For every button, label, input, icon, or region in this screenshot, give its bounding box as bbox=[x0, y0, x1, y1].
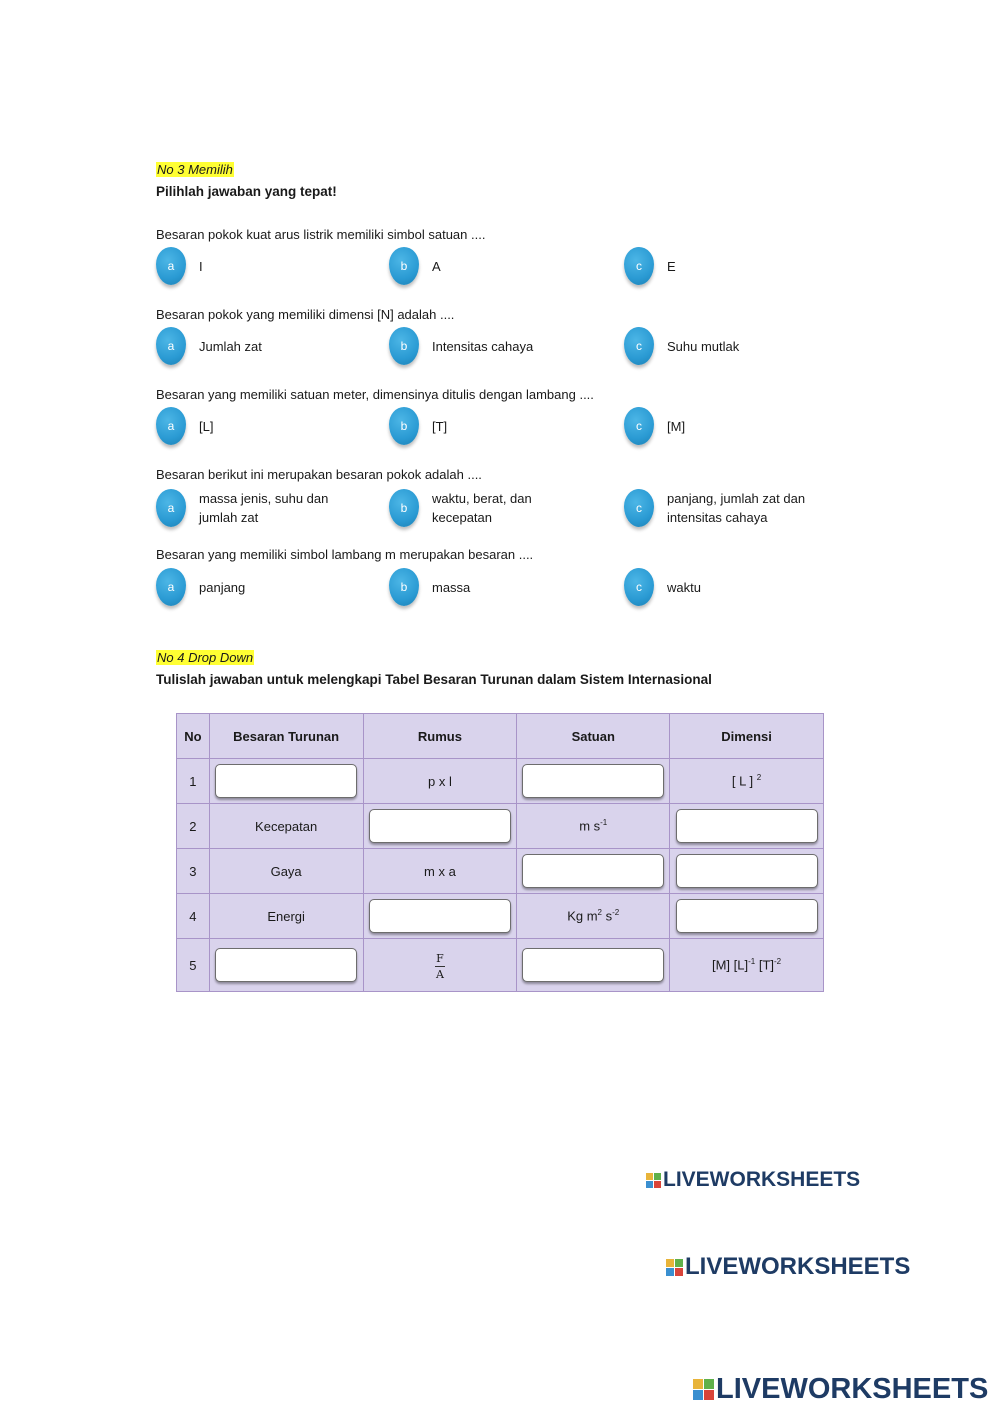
satuan-cell bbox=[517, 804, 670, 849]
option-b[interactable] bbox=[389, 407, 447, 445]
option-c[interactable] bbox=[624, 489, 805, 527]
question-text: Besaran berikut ini merupakan besaran pokok adalah .... bbox=[156, 467, 482, 482]
logo-text: LIVEWORKSHEETS bbox=[663, 1168, 861, 1191]
option-badge-icon[interactable]: b bbox=[389, 407, 419, 445]
option-b[interactable] bbox=[389, 247, 441, 285]
row-no: 5 bbox=[177, 939, 210, 992]
option-badge-icon[interactable]: c bbox=[624, 407, 654, 445]
option-label bbox=[432, 257, 441, 276]
logo-blocks-icon bbox=[646, 1173, 661, 1188]
question-text: Besaran yang memiliki simbol lambang m merupakan besaran .... bbox=[156, 547, 534, 562]
logo-blocks-icon bbox=[666, 1259, 683, 1276]
rumus-dropdown-4[interactable] bbox=[369, 899, 511, 933]
liveworksheets-logo bbox=[666, 1253, 910, 1281]
option-label-line: intensitas cahaya bbox=[667, 510, 768, 525]
header-satuan: Satuan bbox=[517, 714, 670, 759]
option-label bbox=[667, 578, 701, 597]
option-label-line: [T] bbox=[432, 418, 448, 434]
option-a[interactable] bbox=[156, 247, 203, 285]
table-row bbox=[177, 894, 824, 939]
option-label bbox=[199, 578, 245, 597]
rumus-cell: p x l bbox=[363, 759, 517, 804]
option-badge-icon[interactable]: a bbox=[156, 327, 186, 365]
option-label bbox=[667, 489, 805, 527]
option-badge-icon[interactable]: b bbox=[389, 568, 419, 606]
header-rumus: Rumus bbox=[363, 714, 517, 759]
satuan-text: Kg m bbox=[567, 908, 598, 924]
row-no: 3 bbox=[177, 849, 210, 894]
dimensi-text: [ L ] bbox=[731, 773, 754, 789]
row-no: 1 bbox=[177, 759, 210, 804]
dimensi-dropdown-4[interactable] bbox=[676, 899, 818, 933]
satuan-dropdown-5[interactable] bbox=[522, 948, 664, 982]
besaran-cell: Energi bbox=[209, 894, 363, 939]
besaran-cell: Gaya bbox=[209, 849, 363, 894]
option-badge-icon[interactable]: c bbox=[624, 489, 654, 527]
option-badge-icon[interactable]: a bbox=[156, 407, 186, 445]
table-row bbox=[177, 939, 824, 992]
table-header-row bbox=[177, 714, 824, 759]
satuan-dropdown-3[interactable] bbox=[522, 854, 664, 888]
row-no: 4 bbox=[177, 894, 210, 939]
dimensi-sup-b: -2 bbox=[774, 957, 782, 967]
row-no: 2 bbox=[177, 804, 210, 849]
option-label bbox=[667, 257, 676, 276]
section4-instruction: Tulislah jawaban untuk melengkapi Tabel Besaran Turunan dalam Sistem Internasional bbox=[156, 672, 712, 687]
option-label-line: E bbox=[667, 258, 676, 274]
option-badge-icon[interactable]: b bbox=[389, 489, 419, 527]
logo-text: LIVEWORKSHEETS bbox=[685, 1253, 911, 1280]
option-c[interactable] bbox=[624, 568, 701, 606]
header-besaran: Besaran Turunan bbox=[209, 714, 363, 759]
satuan-sup: 2 bbox=[597, 908, 602, 918]
logo-text: LIVEWORKSHEETS bbox=[716, 1373, 989, 1405]
dimensi-dropdown-3[interactable] bbox=[676, 854, 818, 888]
question-text: Besaran yang memiliki satuan meter, dimensinya ditulis dengan lambang .... bbox=[156, 387, 594, 402]
dimensi-cell bbox=[670, 939, 824, 992]
option-label bbox=[432, 417, 447, 436]
option-a[interactable] bbox=[156, 568, 245, 606]
option-label-line: I bbox=[199, 258, 203, 274]
dimensi-sup: 2 bbox=[756, 773, 762, 783]
rumus-cell: m x a bbox=[363, 849, 517, 894]
option-badge-icon[interactable]: c bbox=[624, 568, 654, 606]
besaran-turunan-table bbox=[176, 713, 824, 992]
option-badge-icon[interactable]: b bbox=[389, 327, 419, 365]
option-c[interactable] bbox=[624, 327, 739, 365]
dimensi-sup: -1 bbox=[748, 957, 756, 967]
option-label bbox=[199, 489, 328, 527]
satuan-cell bbox=[517, 894, 670, 939]
question-text: Besaran pokok yang memiliki dimensi [N] adalah .... bbox=[156, 307, 455, 322]
option-label bbox=[667, 417, 685, 436]
option-label-line: waktu bbox=[667, 579, 701, 595]
option-badge-icon[interactable]: c bbox=[624, 247, 654, 285]
table-row bbox=[177, 759, 824, 804]
rumus-cell bbox=[363, 939, 517, 992]
header-no: No bbox=[177, 714, 210, 759]
option-c[interactable] bbox=[624, 247, 676, 285]
option-a[interactable] bbox=[156, 407, 213, 445]
option-label-line: massa jenis, suhu dan bbox=[199, 491, 329, 506]
option-label-line: waktu, berat, dan bbox=[432, 491, 532, 506]
option-a[interactable] bbox=[156, 327, 262, 365]
question-text: Besaran pokok kuat arus listrik memiliki simbol satuan .... bbox=[156, 227, 486, 242]
rumus-dropdown-2[interactable] bbox=[369, 809, 511, 843]
fraction-denominator: A bbox=[435, 967, 444, 981]
option-b[interactable] bbox=[389, 568, 470, 606]
section3-instruction: Pilihlah jawaban yang tepat! bbox=[156, 184, 337, 199]
option-label-line: jumlah zat bbox=[199, 510, 259, 525]
option-label-line: Suhu mutlak bbox=[667, 338, 740, 354]
option-badge-icon[interactable]: a bbox=[156, 568, 186, 606]
liveworksheets-logo bbox=[693, 1373, 988, 1406]
option-label-line: Jumlah zat bbox=[199, 338, 262, 354]
besaran-dropdown-5[interactable] bbox=[215, 948, 357, 982]
satuan-text: m s bbox=[579, 818, 601, 834]
option-label-line: kecepatan bbox=[432, 510, 492, 525]
satuan-sup-b: -2 bbox=[612, 908, 620, 918]
option-a[interactable] bbox=[156, 489, 328, 527]
option-badge-icon[interactable]: a bbox=[156, 489, 186, 527]
satuan-sup: -1 bbox=[600, 818, 608, 828]
dimensi-text-b: [T] bbox=[755, 957, 775, 973]
fraction-bar bbox=[435, 966, 445, 967]
dimensi-cell bbox=[670, 759, 824, 804]
besaran-cell: Kecepatan bbox=[209, 804, 363, 849]
option-label bbox=[667, 337, 739, 356]
logo-blocks-icon bbox=[693, 1379, 714, 1400]
option-badge-icon[interactable]: a bbox=[156, 247, 186, 285]
option-label bbox=[199, 337, 262, 356]
option-label-line: massa bbox=[432, 579, 471, 595]
dimensi-text: [M] [L] bbox=[711, 957, 749, 973]
option-badge-icon[interactable]: c bbox=[624, 327, 654, 365]
header-dimensi: Dimensi bbox=[670, 714, 824, 759]
option-label-line: Intensitas cahaya bbox=[432, 338, 534, 354]
table-row bbox=[177, 804, 824, 849]
table-row bbox=[177, 849, 824, 894]
option-b[interactable] bbox=[389, 489, 532, 527]
fraction-numerator: F bbox=[436, 951, 444, 965]
option-label bbox=[432, 489, 532, 527]
option-label bbox=[199, 417, 213, 436]
rumus-fraction bbox=[435, 952, 445, 981]
dimensi-dropdown-2[interactable] bbox=[676, 809, 818, 843]
besaran-dropdown-1[interactable] bbox=[215, 764, 357, 798]
section3-tag: No 3 Memilih bbox=[157, 162, 233, 177]
option-label bbox=[199, 257, 203, 276]
option-label-line: [M] bbox=[667, 418, 686, 434]
option-badge-icon[interactable]: b bbox=[389, 247, 419, 285]
satuan-dropdown-1[interactable] bbox=[522, 764, 664, 798]
option-label-line: panjang bbox=[199, 579, 246, 595]
option-label bbox=[432, 337, 533, 356]
option-b[interactable] bbox=[389, 327, 533, 365]
section4-tag: No 4 Drop Down bbox=[157, 650, 254, 665]
option-label bbox=[432, 578, 470, 597]
option-label-line: panjang, jumlah zat dan bbox=[667, 491, 806, 506]
option-c[interactable] bbox=[624, 407, 685, 445]
option-label-line: A bbox=[432, 258, 441, 274]
option-label-line: [L] bbox=[199, 418, 214, 434]
satuan-text-b: s bbox=[602, 908, 613, 924]
liveworksheets-logo bbox=[646, 1168, 860, 1192]
